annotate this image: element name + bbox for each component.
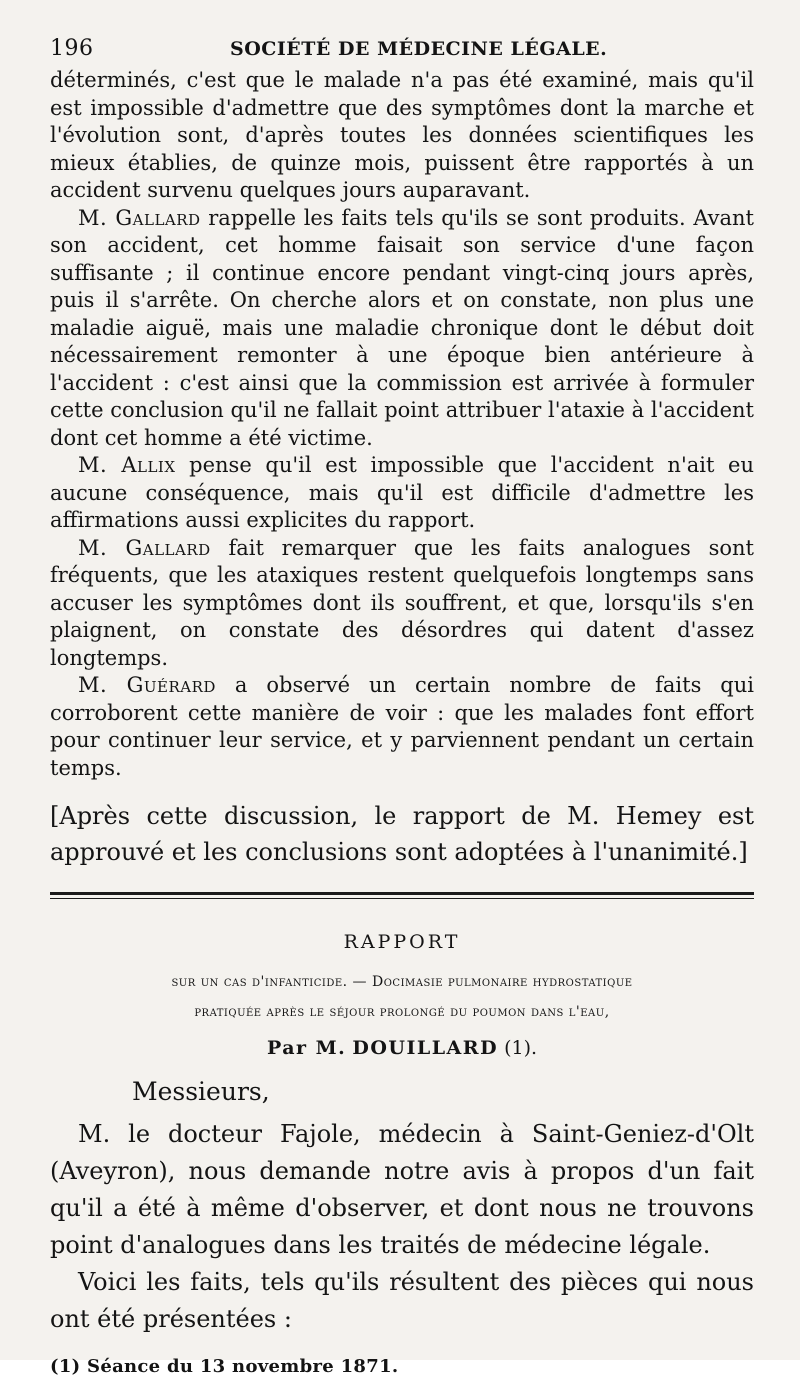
divider-thick-line [50, 892, 754, 895]
paragraph-text: rappelle les faits tels qu'ils se sont produits. Avant son accident, cet homme faisait son service d'une façon suffisante ; il continue encore pendant vingt-cinq jours après, puis il s'arrête. On cherche alors et on constate, non plus une maladie aiguë, mais une maladie chronique dont le début doit nécessairement remonter à une époque bien antérieure à l'accident : c'est ainsi que la commission est arrivée à formuler cette conclusion qu'il ne fallait point attribuer l'ataxie à l'accident dont cet homme a été victime. [50, 205, 754, 450]
speaker-name: M. Gallard [78, 205, 201, 230]
paragraph-guerard [50, 672, 754, 782]
paragraph-text: déterminés, c'est que le malade n'a pas été examiné, mais qu'il est impossible d'admettre que des symptômes dont la marche et l'évolution sont, d'après toutes les données scientifiques les mieux établies, de quinze mois, puissent être rapportés à un accident survenu quelques jours auparavant. [50, 68, 754, 202]
verdict: [Après cette discussion, le rapport de M. Hemey est approuvé et les conclusions sont adoptées à l'unanimité.] [50, 802, 754, 866]
report-subtitle [50, 967, 754, 1027]
paragraph-gallard-1 [50, 205, 754, 453]
paragraph-continuation [50, 67, 754, 205]
report-paragraph: Voici les faits, tels qu'ils résultent des pièces qui nous ont été présentées : [50, 1268, 754, 1333]
page-number: 196 [50, 36, 94, 61]
report-paragraph: M. le docteur Fajole, médecin à Saint-Geniez-d'Olt (Aveyron), nous demande notre avis à propos d'un fait qu'il a été à même d'observer, et dont nous ne trouvons point d'analogues dans les traités de médecine légale. [50, 1120, 754, 1259]
running-title: SOCIÉTÉ DE MÉDECINE LÉGALE. [230, 38, 608, 60]
divider-thin-line [50, 898, 754, 899]
paragraph-gallard-2 [50, 535, 754, 673]
author-footnote-ref: (1). [504, 1037, 538, 1059]
salutation: Messieurs, [132, 1077, 270, 1106]
report-author [50, 1037, 754, 1059]
running-head [50, 36, 754, 61]
report-title: RAPPORT [343, 931, 461, 953]
paragraph-allix [50, 452, 754, 535]
paragraph-text: fait remarquer que les faits analogues sont fréquents, que les ataxiques restent quelquefois longtemps sans accuser les symptômes dont ils souffrent, et que, lorsqu'ils s'en plaignent, on constate des désordres qui datent d'assez longtemps. [50, 535, 754, 670]
speaker-name: M. Gallard [78, 535, 211, 560]
report-subtitle-line: pratiquée après le séjour prolongé du poumon dans l'eau, [194, 1004, 610, 1020]
speaker-name: M. Guérard [78, 673, 216, 697]
author-name: DOUILLARD [352, 1037, 499, 1059]
footnote: (1) Séance du 13 novembre 1871. [50, 1356, 399, 1377]
author-prefix: Par M. [266, 1037, 347, 1059]
paragraph-text: pense qu'il est impossible que l'accident n'ait eu aucune conséquence, mais qu'il est difficile d'admettre les affirmations aussi explicites du rapport. [50, 453, 754, 532]
report-subtitle-line: sur un cas d'infanticide. — Docimasie pulmonaire hydrostatique [171, 974, 633, 990]
section-divider [50, 892, 754, 899]
paragraph-text: a observé un certain nombre de faits qui corroborent cette manière de voir : que les malades font effort pour continuer leur service, et y parviennent pendant un certain temps. [50, 673, 754, 780]
speaker-name: M. Allix [78, 453, 176, 477]
